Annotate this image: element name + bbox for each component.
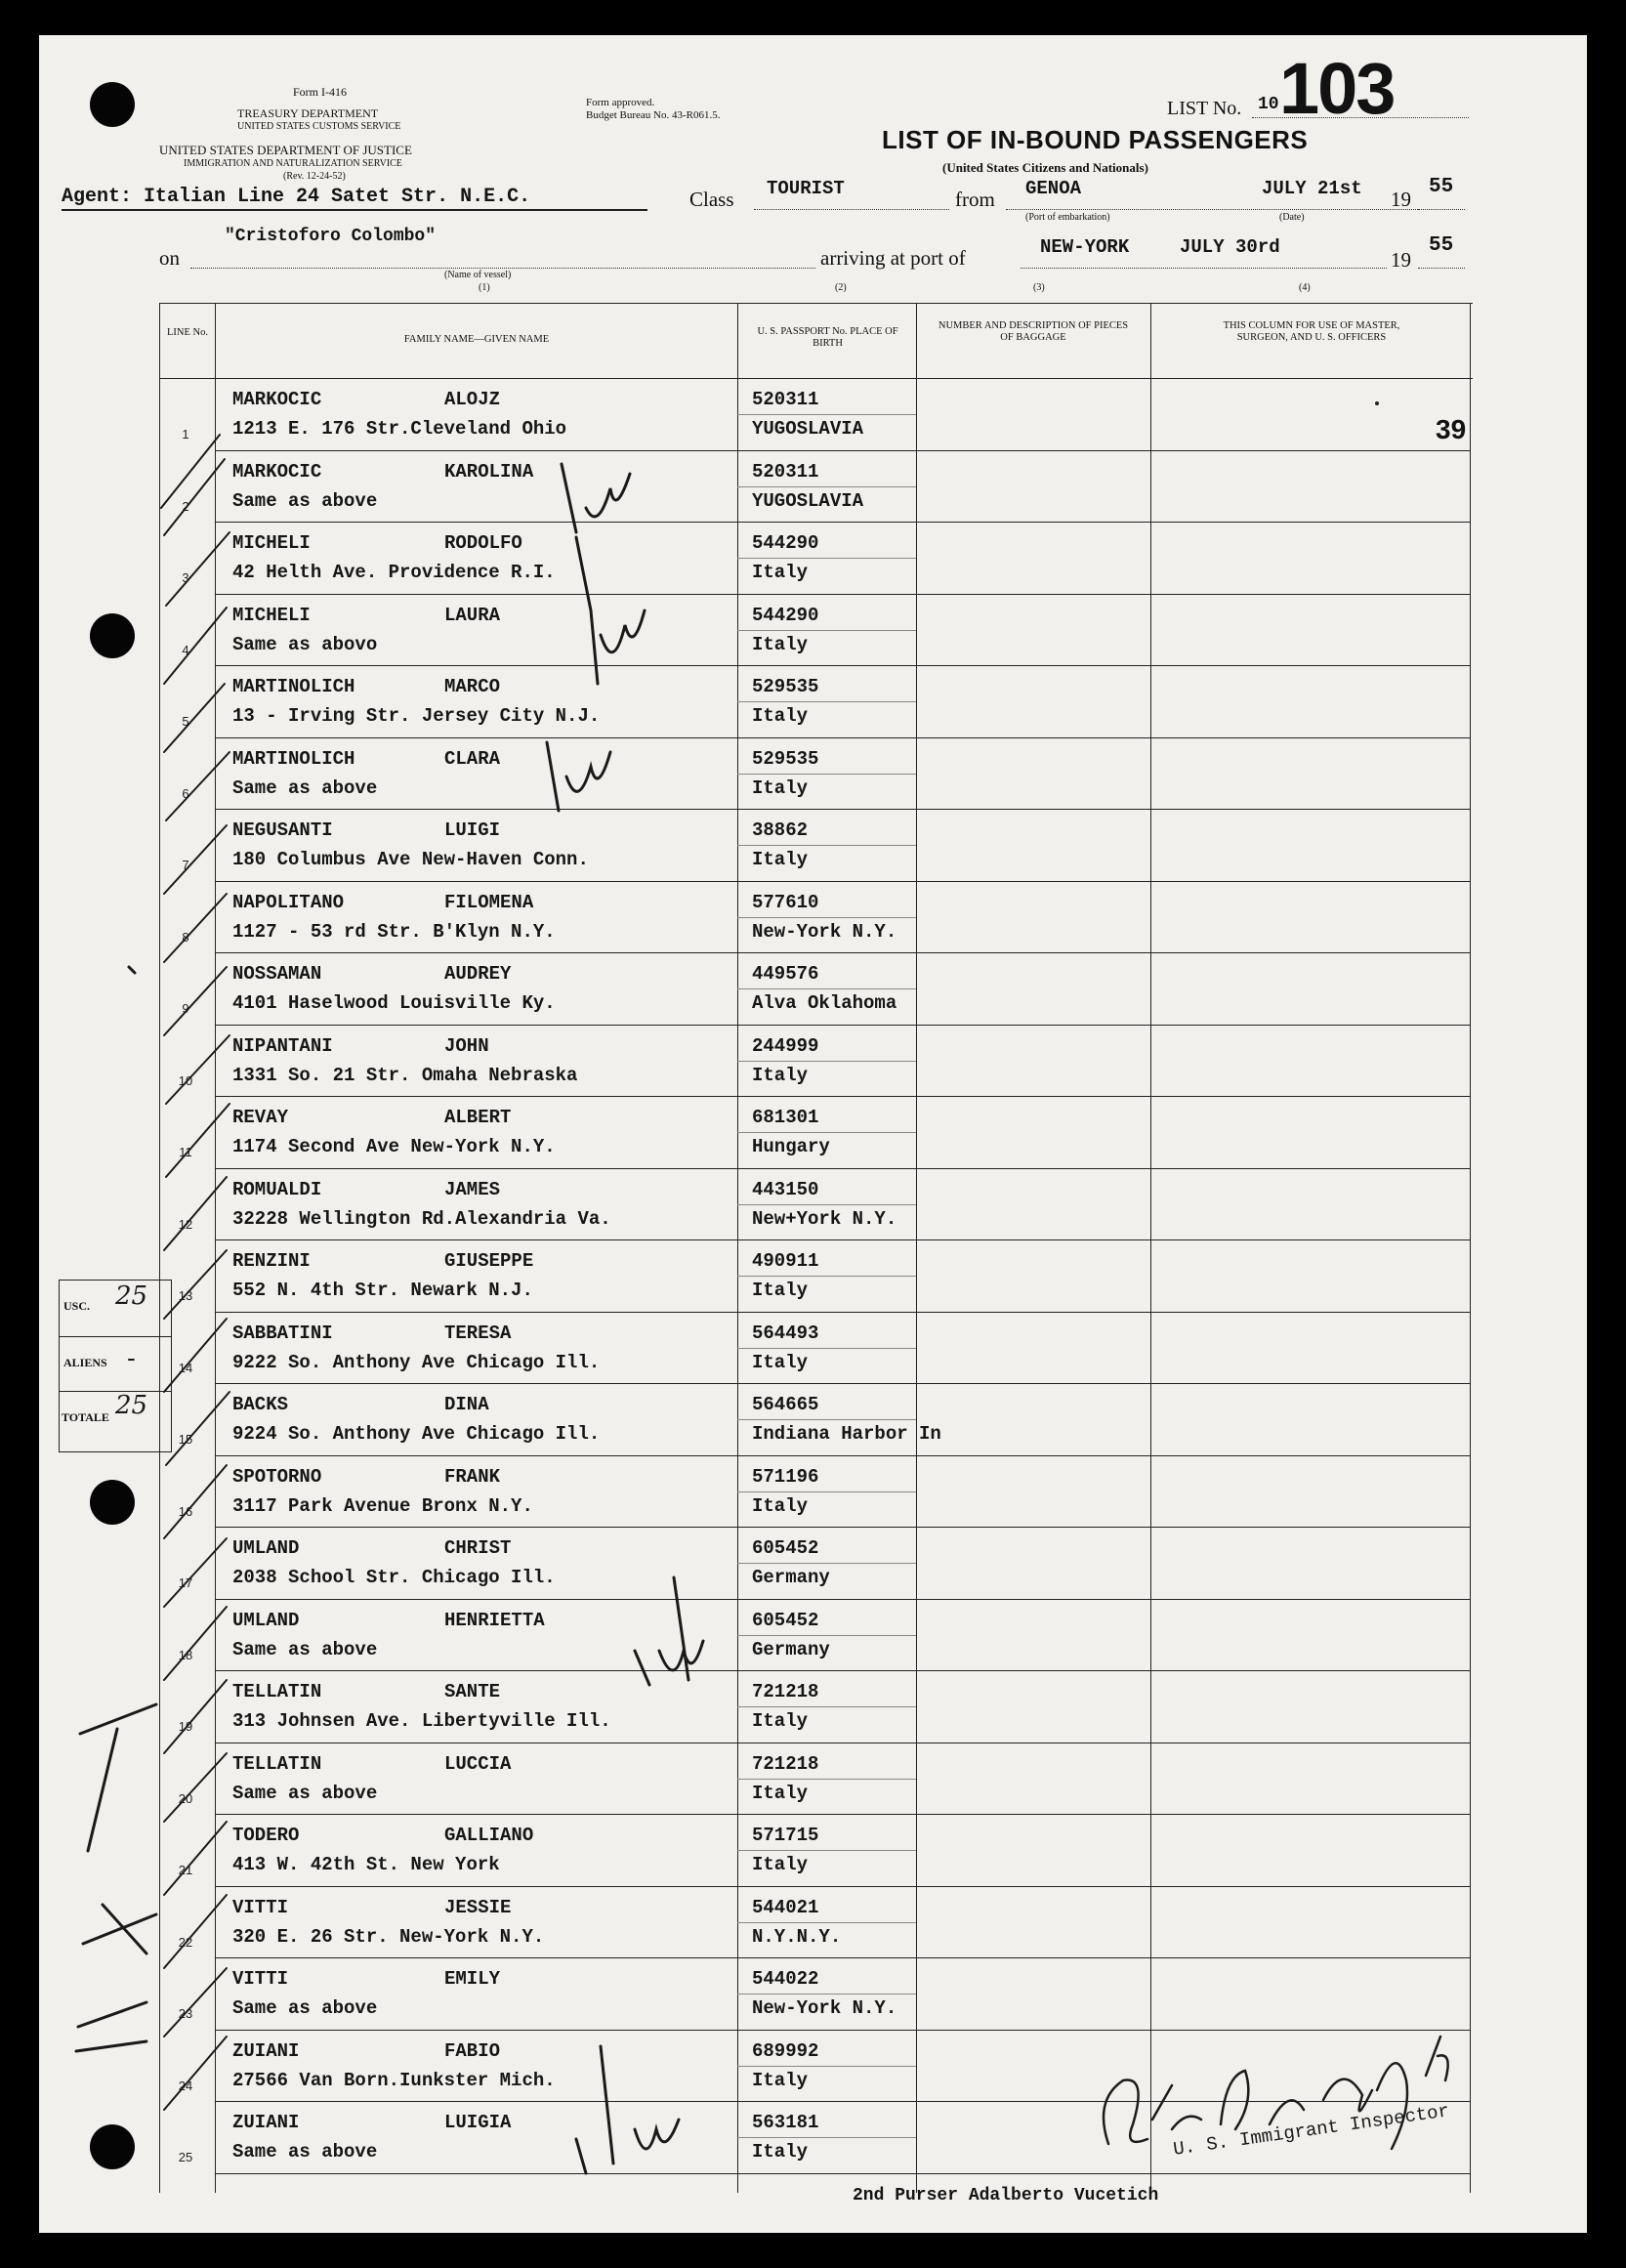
- page-subtitle: (United States Citizens and Nationals): [942, 160, 1148, 175]
- given-name: ALBERT: [444, 1107, 512, 1128]
- passport-number: 520311: [752, 460, 819, 483]
- line-number: 16: [178, 1503, 193, 1519]
- address: 2038 School Str. Chicago Ill.: [232, 1567, 556, 1588]
- family-name: TELLATIN: [232, 1752, 322, 1775]
- passport-number: 529535: [752, 747, 819, 770]
- place-of-birth: Italy: [752, 705, 809, 727]
- place-of-birth: N.Y.N.Y.: [752, 1925, 842, 1948]
- line-number: 19: [178, 1719, 193, 1734]
- passport-number: 689992: [752, 2039, 819, 2062]
- address: 413 W. 42th St. New York: [232, 1854, 500, 1875]
- col-baggage: NUMBER AND DESCRIPTION OF PIECES OF BAGGAGE: [938, 320, 1129, 343]
- family-name: UMLAND: [232, 1609, 300, 1631]
- total-value: 25: [115, 1391, 148, 1420]
- from-date: JULY 21st: [1262, 178, 1362, 199]
- given-name: RODOLFO: [444, 532, 522, 554]
- address: 1213 E. 176 Str.Cleveland Ohio: [232, 418, 567, 440]
- family-name: SPOTORNO: [232, 1465, 322, 1488]
- list-label: LIST No.: [1167, 98, 1242, 119]
- passport-number: 571196: [752, 1465, 819, 1488]
- family-name: UMLAND: [232, 1537, 300, 1559]
- col-name: FAMILY NAME—GIVEN NAME: [403, 334, 550, 345]
- family-name: NAPOLITANO: [232, 891, 345, 913]
- address: Same as abovo: [232, 633, 378, 655]
- passport-number: 681301: [752, 1107, 819, 1128]
- family-name: ZUIANI: [232, 2112, 300, 2133]
- family-name: MICHELI: [232, 532, 311, 554]
- address: 1127 - 53 rd Str. B'Klyn N.Y.: [232, 920, 556, 943]
- line-number: 24: [178, 2078, 193, 2093]
- given-name: FABIO: [444, 2039, 501, 2062]
- address: 9224 So. Anthony Ave Chicago Ill.: [232, 1423, 601, 1445]
- passport-number: 244999: [752, 1034, 819, 1057]
- list-number: 103: [1279, 48, 1395, 129]
- place-of-birth: YUGOSLAVIA: [752, 418, 864, 440]
- line-number: 4: [182, 642, 189, 657]
- address: 1174 Second Ave New-York N.Y.: [232, 1136, 556, 1157]
- passport-number: 605452: [752, 1537, 819, 1559]
- address: Same as above: [232, 2141, 378, 2163]
- class-value: TOURIST: [767, 178, 845, 199]
- place-of-birth: Hungary: [752, 1136, 830, 1157]
- place-of-birth: Indiana Harbor In: [752, 1423, 941, 1445]
- address: 32228 Wellington Rd.Alexandria Va.: [232, 1207, 611, 1230]
- address: 180 Columbus Ave New-Haven Conn.: [232, 849, 589, 870]
- address: 3117 Park Avenue Bronx N.Y.: [232, 1494, 533, 1517]
- budget-bureau: Budget Bureau No. 43-R061.5.: [586, 109, 721, 121]
- given-name: TERESA: [444, 1322, 512, 1344]
- year-prefix-1: 19: [1391, 188, 1411, 211]
- address: Same as above: [232, 489, 378, 512]
- passport-number: 490911: [752, 1250, 819, 1272]
- line-number: 18: [178, 1647, 193, 1662]
- given-name: CHRIST: [444, 1537, 512, 1559]
- arriving-label: arriving at port of: [820, 246, 966, 270]
- immigration-label: IMMIGRATION AND NATURALIZATION SERVICE: [184, 158, 402, 169]
- address: 9222 So. Anthony Ave Chicago Ill.: [232, 1351, 601, 1373]
- given-name: ALOJZ: [444, 389, 501, 410]
- justice-label: UNITED STATES DEPARTMENT OF JUSTICE: [159, 143, 412, 157]
- family-name: MARKOCIC: [232, 389, 322, 410]
- address: 27566 Van Born.Iunkster Mich.: [232, 2069, 556, 2091]
- address: 1331 So. 21 Str. Omaha Nebraska: [232, 1064, 578, 1086]
- line-number: 13: [178, 1288, 193, 1303]
- line-number: 11: [179, 1145, 192, 1159]
- year-prefix-2: 19: [1391, 248, 1411, 272]
- address: 552 N. 4th Str. Newark N.J.: [232, 1280, 533, 1301]
- address: 13 - Irving Str. Jersey City N.J.: [232, 705, 601, 727]
- given-name: LUIGI: [444, 819, 501, 841]
- address: 4101 Haselwood Louisville Ky.: [232, 992, 556, 1014]
- given-name: GIUSEPPE: [444, 1250, 534, 1272]
- family-name: NIPANTANI: [232, 1034, 333, 1057]
- address: Same as above: [232, 1638, 378, 1660]
- col-passport: U. S. PASSPORT No. PLACE OF BIRTH: [757, 326, 898, 349]
- given-name: SANTE: [444, 1681, 501, 1702]
- family-name: VITTI: [232, 1896, 289, 1918]
- passport-number: 577610: [752, 891, 819, 913]
- given-name: LUIGIA: [444, 2112, 512, 2133]
- passport-number: 605452: [752, 1609, 819, 1631]
- col-officers: THIS COLUMN FOR USE OF MASTER, SURGEON, AND U. S. OFFICERS: [1223, 320, 1400, 343]
- class-label: Class: [689, 188, 734, 211]
- place-of-birth: YUGOSLAVIA: [752, 489, 864, 512]
- place-of-birth: Alva Oklahoma: [752, 992, 897, 1014]
- col-caption-2: (2): [835, 282, 847, 293]
- place-of-birth: Italy: [752, 1494, 809, 1517]
- line-number: 7: [182, 858, 189, 872]
- passport-number: 564665: [752, 1394, 819, 1415]
- from-port: GENOA: [1025, 178, 1082, 199]
- given-name: JAMES: [444, 1178, 501, 1200]
- line-number: 6: [182, 785, 189, 801]
- col-line-no: LINE No.: [167, 327, 208, 338]
- family-name: MICHELI: [232, 604, 311, 626]
- place-of-birth: Italy: [752, 633, 809, 655]
- family-name: MARTINOLICH: [232, 747, 355, 770]
- usc-label: USC.: [63, 1299, 91, 1313]
- form-number: Form I-416: [293, 85, 347, 99]
- given-name: FRANK: [444, 1465, 501, 1488]
- line-number: 22: [178, 1934, 193, 1950]
- passport-number: 544021: [752, 1896, 819, 1918]
- line-number: 2: [182, 498, 189, 514]
- form-approved: Form approved.: [586, 97, 655, 108]
- passport-number: 571715: [752, 1825, 819, 1846]
- place-of-birth: Italy: [752, 1064, 809, 1086]
- address: 42 Helth Ave. Providence R.I.: [232, 562, 556, 583]
- port-embark-caption: (Port of embarkation): [1025, 212, 1110, 223]
- family-name: MARTINOLICH: [232, 676, 355, 697]
- passport-number: 449576: [752, 963, 819, 985]
- year-2: 55: [1429, 234, 1454, 257]
- line-number: 17: [178, 1575, 193, 1590]
- date-caption: (Date): [1279, 212, 1305, 223]
- family-name: TELLATIN: [232, 1681, 322, 1702]
- on-label: on: [159, 246, 180, 270]
- inspector-title: U. S. Immigrant Inspector: [1172, 2100, 1451, 2161]
- list-prefix: 10: [1258, 95, 1279, 114]
- given-name: JOHN: [444, 1034, 489, 1057]
- family-name: TODERO: [232, 1825, 300, 1846]
- vessel-caption: (Name of vessel): [444, 270, 512, 280]
- given-name: KAROLINA: [444, 460, 534, 483]
- officer-count: 39: [1436, 414, 1467, 444]
- place-of-birth: Italy: [752, 1710, 809, 1732]
- aliens-label: ALIENS: [63, 1356, 107, 1369]
- passport-number: 38862: [752, 819, 809, 841]
- family-name: SABBATINI: [232, 1322, 333, 1344]
- family-name: BACKS: [232, 1394, 289, 1415]
- place-of-birth: New-York N.Y.: [752, 1997, 897, 2019]
- address: Same as above: [232, 1997, 378, 2019]
- family-name: RENZINI: [232, 1250, 311, 1272]
- vessel-col-caption: (1): [479, 282, 490, 293]
- given-name: HENRIETTA: [444, 1609, 545, 1631]
- passport-number: 544290: [752, 604, 819, 626]
- line-number: 3: [182, 570, 189, 585]
- line-number: 8: [182, 929, 189, 945]
- given-name: GALLIANO: [444, 1825, 534, 1846]
- total-label: TOTALE: [62, 1410, 109, 1424]
- address: Same as above: [232, 777, 378, 799]
- family-name: NEGUSANTI: [232, 819, 333, 841]
- family-name: VITTI: [232, 1968, 289, 1990]
- usc-value: 25: [115, 1281, 148, 1311]
- purser-line: 2nd Purser Adalberto Vucetich: [853, 2186, 1159, 2205]
- given-name: AUDREY: [444, 963, 512, 985]
- given-name: FILOMENA: [444, 891, 534, 913]
- address: 320 E. 26 Str. New-York N.Y.: [232, 1925, 545, 1948]
- family-name: ROMUALDI: [232, 1178, 322, 1200]
- passport-number: 564493: [752, 1322, 819, 1344]
- passport-number: 721218: [752, 1752, 819, 1775]
- line-number: 20: [178, 1790, 193, 1806]
- passport-number: 563181: [752, 2112, 819, 2133]
- line-number: 23: [178, 2006, 193, 2021]
- place-of-birth: Italy: [752, 849, 809, 870]
- given-name: JESSIE: [444, 1896, 512, 1918]
- given-name: MARCO: [444, 676, 501, 697]
- given-name: DINA: [444, 1394, 489, 1415]
- line-number: 21: [178, 1863, 193, 1877]
- passport-number: 520311: [752, 389, 819, 410]
- given-name: EMILY: [444, 1968, 501, 1990]
- treasury-label: TREASURY DEPARTMENT: [237, 106, 379, 120]
- place-of-birth: Italy: [752, 777, 809, 799]
- customs-label: UNITED STATES CUSTOMS SERVICE: [237, 121, 401, 132]
- col-caption-4: (4): [1299, 282, 1311, 293]
- given-name: LUCCIA: [444, 1752, 512, 1775]
- vessel-name: "Cristoforo Colombo": [225, 227, 437, 246]
- passport-number: 544022: [752, 1968, 819, 1990]
- place-of-birth: Italy: [752, 1782, 809, 1804]
- given-name: CLARA: [444, 747, 501, 770]
- place-of-birth: Italy: [752, 1854, 809, 1875]
- family-name: ZUIANI: [232, 2039, 300, 2062]
- passport-number: 443150: [752, 1178, 819, 1200]
- passport-number: 529535: [752, 676, 819, 697]
- address: Same as above: [232, 1782, 378, 1804]
- place-of-birth: Germany: [752, 1567, 830, 1588]
- line-number: 14: [178, 1360, 193, 1375]
- address: 313 Johnsen Ave. Libertyville Ill.: [232, 1710, 611, 1732]
- place-of-birth: Italy: [752, 562, 809, 583]
- line-number: 15: [178, 1432, 193, 1447]
- line-number: 9: [182, 1001, 189, 1016]
- agent-line: Agent: Italian Line 24 Satet Str. N.E.C.: [62, 186, 531, 208]
- place-of-birth: New+York N.Y.: [752, 1207, 897, 1230]
- aliens-value: -: [127, 1344, 136, 1373]
- passport-number: 544290: [752, 532, 819, 554]
- line-number: 25: [178, 2150, 193, 2164]
- passport-number: 721218: [752, 1681, 819, 1702]
- line-number: 5: [182, 714, 189, 729]
- place-of-birth: New-York N.Y.: [752, 920, 897, 943]
- place-of-birth: Germany: [752, 1638, 830, 1660]
- revision-label: (Rev. 12-24-52): [283, 171, 346, 182]
- from-label: from: [955, 188, 995, 211]
- line-number: 1: [182, 427, 189, 441]
- family-name: MARKOCIC: [232, 460, 322, 483]
- page-title: LIST OF IN-BOUND PASSENGERS: [882, 125, 1309, 154]
- family-name: NOSSAMAN: [232, 963, 322, 985]
- place-of-birth: Italy: [752, 2141, 809, 2163]
- arrival-date: JULY 30rd: [1180, 236, 1280, 258]
- year-1: 55: [1429, 176, 1454, 198]
- family-name: REVAY: [232, 1107, 289, 1128]
- given-name: LAURA: [444, 604, 501, 626]
- arrival-port: NEW-YORK: [1040, 236, 1130, 258]
- place-of-birth: Italy: [752, 1351, 809, 1373]
- line-number: 12: [178, 1216, 193, 1232]
- place-of-birth: Italy: [752, 2069, 809, 2091]
- line-number: 10: [178, 1072, 193, 1088]
- place-of-birth: Italy: [752, 1280, 809, 1301]
- col-caption-3: (3): [1033, 282, 1045, 293]
